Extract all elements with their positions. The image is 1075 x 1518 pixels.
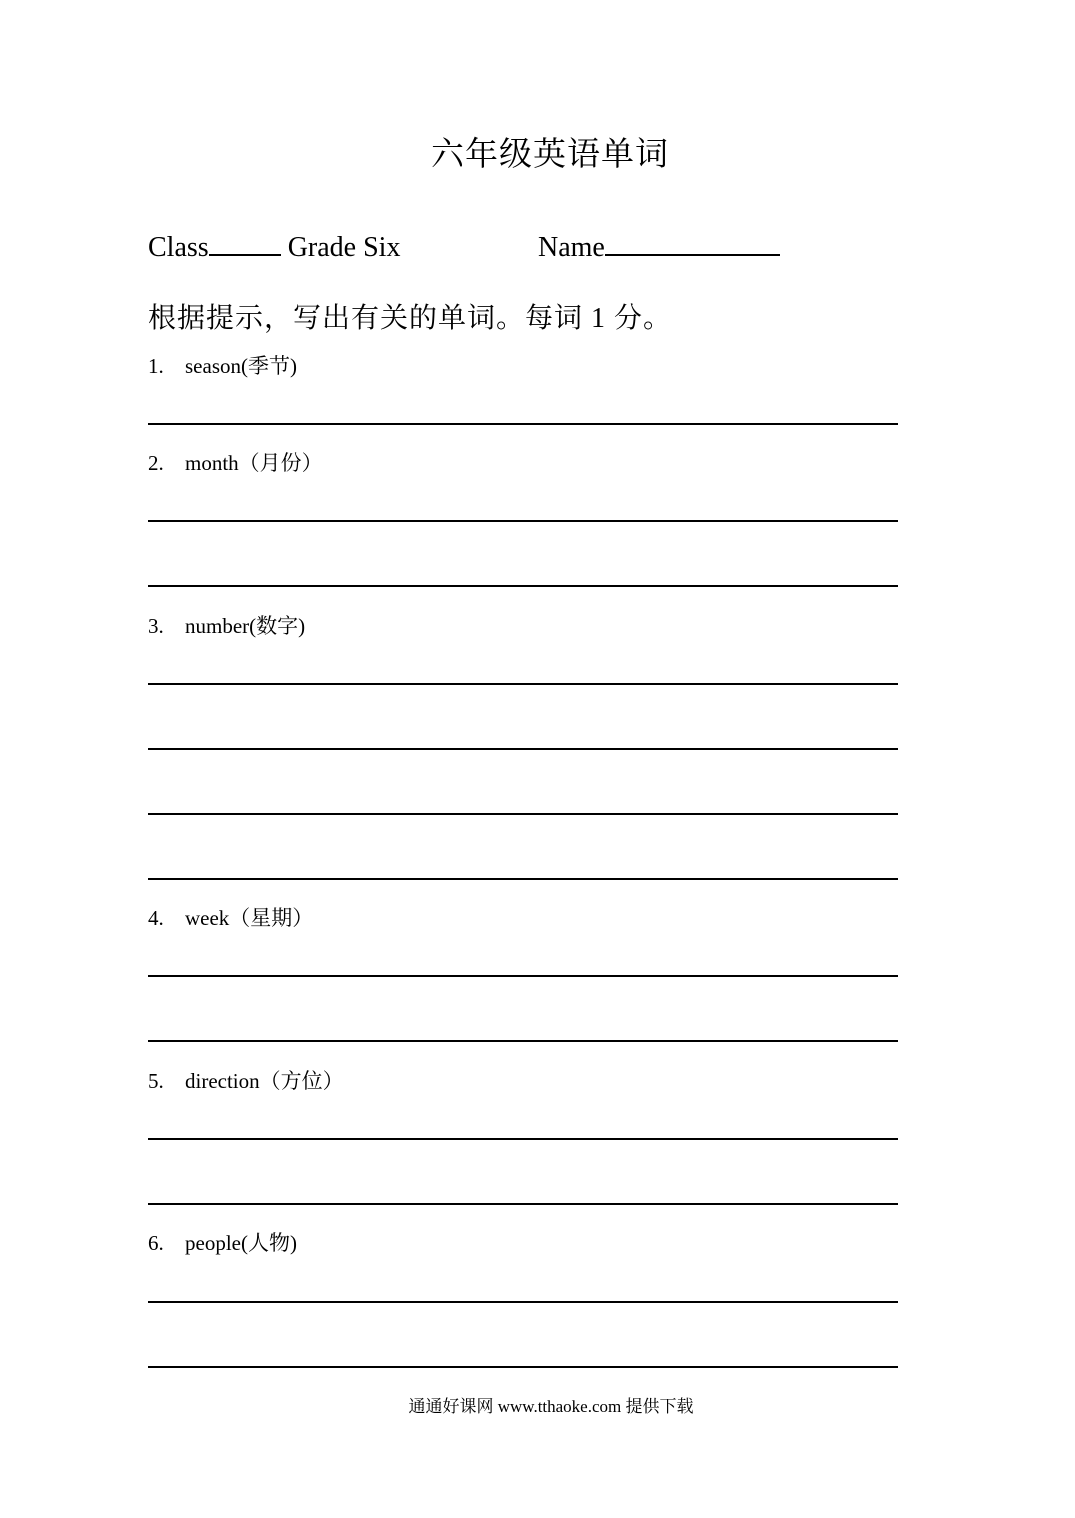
question-number: 2. [148,451,164,475]
question-5 [148,1065,344,1095]
question-6 [148,1227,297,1257]
question-prompt: direction（方位） [185,1069,344,1093]
answer-line [148,423,898,425]
class-label: Class [148,232,209,263]
question-2 [148,447,323,477]
answer-line [148,1203,898,1205]
answer-line [148,1138,898,1140]
question-number: 4. [148,906,164,930]
answer-line [148,1366,898,1368]
grade-label: Grade Six [287,232,401,263]
question-4 [148,902,313,932]
class-blank [209,232,281,256]
answer-line [148,975,898,977]
question-prompt: month（月份） [185,451,323,475]
question-number: 1. [148,354,164,378]
answer-line [148,813,898,815]
answer-line [148,683,898,685]
answer-line [148,878,898,880]
question-3 [148,610,305,640]
name-blank [605,232,780,256]
question-prompt: season(季节) [185,354,297,378]
question-prompt: people(人物) [185,1231,297,1255]
question-number: 5. [148,1069,164,1093]
question-number: 3. [148,614,164,638]
document-title: 六年级英语单词 [431,137,669,173]
class-field [148,232,400,264]
question-prompt: week（星期） [185,906,314,930]
question-number: 6. [148,1231,164,1255]
answer-line [148,1301,898,1303]
page-footer: 通通好课网 www.tthaoke.com 提供下载 [408,1397,694,1416]
name-label: Name [538,232,605,263]
name-field [538,232,780,264]
instruction-text: 根据提示，写出有关的单词。每词 1 分。 [148,303,673,334]
answer-line [148,520,898,522]
answer-line [148,585,898,587]
answer-line [148,1040,898,1042]
question-prompt: number(数字) [185,614,306,638]
question-1 [148,350,297,380]
answer-line [148,748,898,750]
